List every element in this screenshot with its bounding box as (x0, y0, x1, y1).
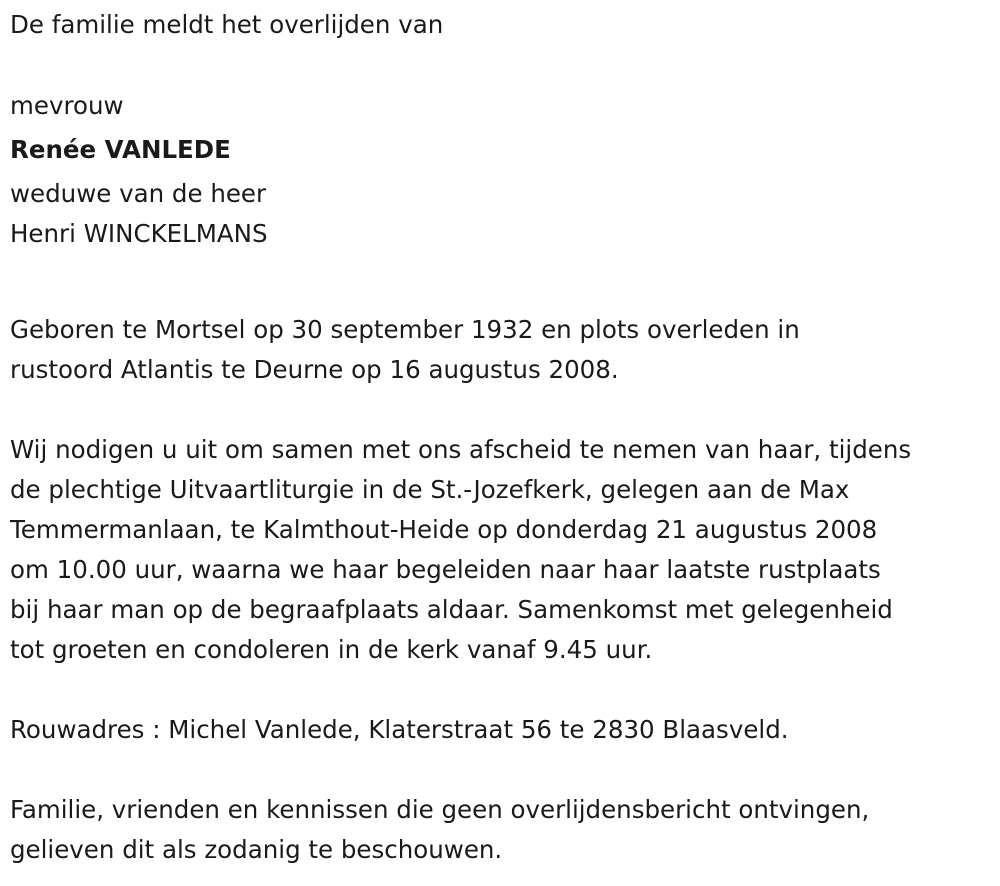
paragraph-line: tot groeten en condoleren in de kerk vanaf 9.45 uur. (10, 635, 653, 664)
intro-line: De familie meldt het overlijden van (10, 10, 444, 39)
paragraph-line: bij haar man op de begraafplaats aldaar. Samenkomst met gelegenheid (10, 595, 893, 624)
person-relation: weduwe van de heer (10, 179, 267, 208)
spouse-name: Henri WINCKELMANS (10, 219, 268, 248)
paragraph-line: rustoord Atlantis te Deurne op 16 augustus 2008. (10, 355, 619, 384)
paragraph-line: Temmermanlaan, te Kalmthout-Heide op donderdag 21 augustus 2008 (10, 515, 878, 544)
paragraph-line: Wij nodigen u uit om samen met ons afscheid te nemen van haar, tijdens (10, 435, 912, 464)
paragraph-line: om 10.00 uur, waarna we haar begeleiden naar haar laatste rustplaats (10, 555, 881, 584)
invitation-paragraph (10, 430, 911, 670)
person-section (10, 86, 268, 254)
person-name: Renée VANLEDE (10, 135, 231, 164)
mourning-address-section (10, 710, 789, 750)
birth-death-paragraph (10, 310, 800, 390)
person-title: mevrouw (10, 91, 124, 120)
paragraph-line: de plechtige Uitvaartliturgie in de St.-Jozefkerk, gelegen aan de Max (10, 475, 850, 504)
paragraph-line: Geboren te Mortsel op 30 september 1932 en plots overleden in (10, 315, 800, 344)
mourning-address: Rouwadres : Michel Vanlede, Klaterstraat 56 te 2830 Blaasveld. (10, 715, 789, 744)
paragraph-line: gelieven dit als zodanig te beschouwen. (10, 835, 503, 864)
paragraph-line: Familie, vrienden en kennissen die geen overlijdensbericht ontvingen, (10, 795, 870, 824)
intro-section (10, 5, 443, 45)
closing-note-paragraph (10, 790, 869, 870)
